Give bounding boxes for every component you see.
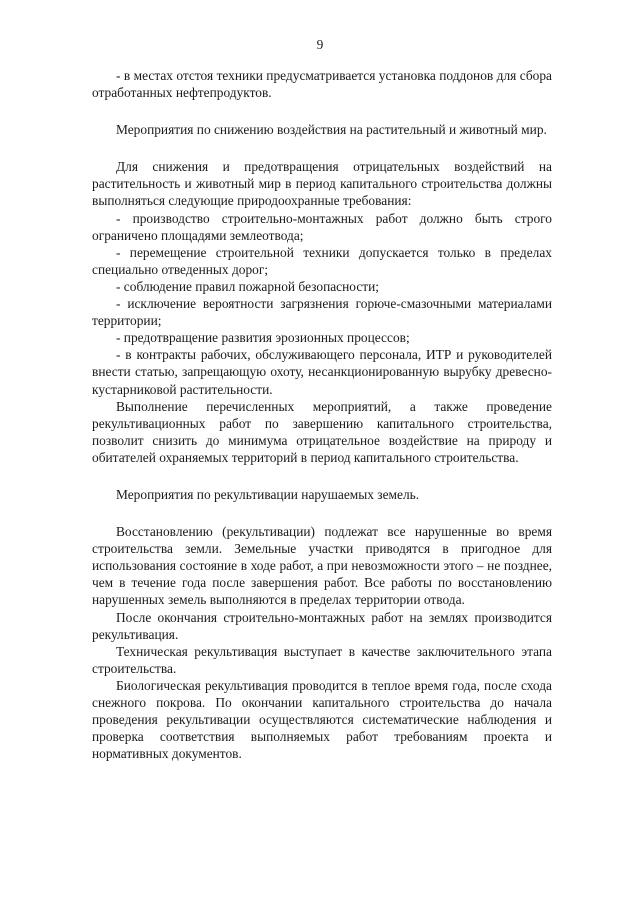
paragraph-after-construction: После окончания строительно-монтажных работ на землях производится рекультивация.	[92, 609, 552, 642]
spacer	[92, 138, 552, 158]
paragraph-restoration: Восстановлению (рекультивации) подлежат все нарушенные во время строительства земли. Земельные участки приводятся в пригодное для использования состояние в ходе работ, а при невозможности этого – не позднее, чем в течение года после завершения работ. Все работы по восстановлению нарушенных земель выполняются в пределах территории отвода.	[92, 524, 552, 608]
section-heading-flora-fauna: Мероприятия по снижению воздействия на растительный и животный мир.	[116, 122, 547, 138]
list-item: - в контракты рабочих, обслуживающего персонала, ИТР и руководителей внести статью, запрещающую охоту, несанкционированную вырубку древесно-кустарниковой растительности.	[92, 347, 552, 397]
list-item: - соблюдение правил пожарной безопасности;	[116, 278, 380, 294]
list-item: - перемещение строительной техники допускается только в пределах специально отведенных дорог;	[92, 244, 552, 277]
section-heading-recultivation: Мероприятия по рекультивации нарушаемых земель.	[116, 486, 420, 502]
paragraph-technical-recultivation: Техническая рекультивация выступает в качестве заключительного этапа строительства.	[92, 643, 552, 676]
paragraph-measures-effect: Выполнение перечисленных мероприятий, а также проведение рекультивационных работ по завершению капитального строительства, позволит снизить до минимума отрицательное воздействие на природу и обитателей охраняемых территорий в период капитального строительства.	[92, 398, 552, 465]
page-body	[92, 67, 552, 762]
paragraph-biological-recultivation: Биологическая рекультивация проводится в теплое время года, после схода снежного покрова. По окончании капитального строительства до начала проведения рекультивации осуществляются систематические наблюдения и проверка соответствия выполняемых работ требованиям проекта и нормативных документов.	[92, 677, 552, 762]
paragraph-requirements-intro: Для снижения и предотвращения отрицательных воздействий на растительность и животный мир в период капитального строительства должны выполняться следующие природоохранные требования:	[92, 159, 552, 209]
list-item: - исключение вероятности загрязнения горюче-смазочными материалами территории;	[92, 296, 552, 329]
spacer	[92, 503, 552, 523]
page-number: 9	[316, 37, 324, 52]
list-item: - предотвращение развития эрозионных процессов;	[116, 330, 410, 346]
list-item: - производство строительно-монтажных работ должно быть строго ограничено площадями землеотвода;	[92, 210, 552, 243]
spacer	[92, 466, 552, 486]
paragraph-oil-trays: - в местах отстоя техники предусматривается установка поддонов для сбора отработанных нефтепродуктов.	[92, 68, 552, 101]
spacer	[92, 101, 552, 121]
